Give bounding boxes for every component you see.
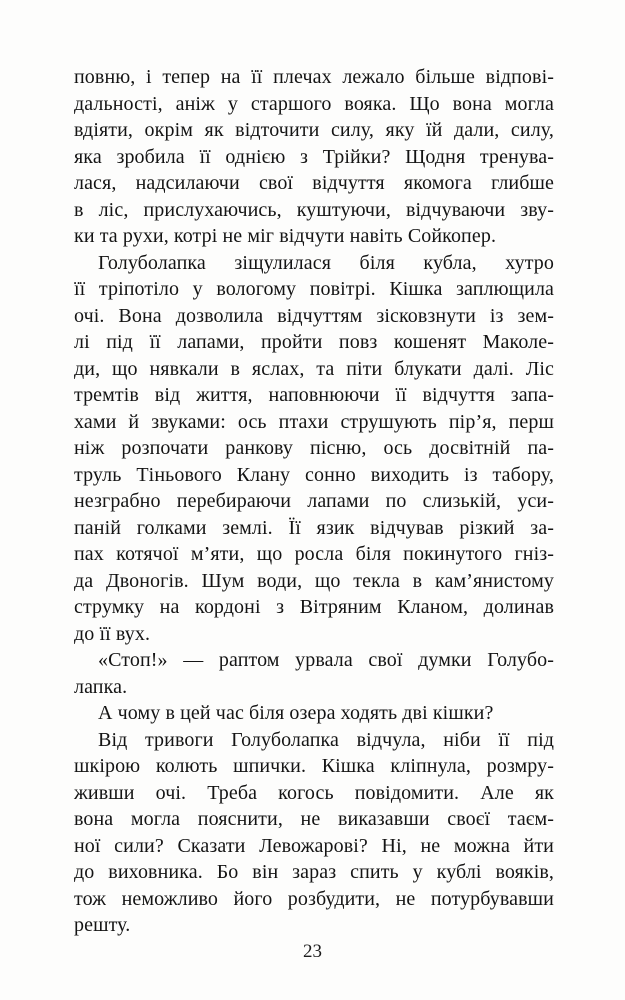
text-line: лася, надсилаючи свої відчуття якомога глибше — [74, 172, 554, 194]
paragraph — [74, 64, 554, 250]
text-line: хами й звуками: ось птахи струшують пір’я, перш — [74, 410, 554, 433]
text-line: Від тривоги Голуболапка відчула, ніби її під — [98, 728, 554, 751]
text-line: Голуболапка зіщулилася біля кубла, хутро — [98, 251, 554, 274]
paragraph — [74, 727, 554, 939]
text-line: решту. — [74, 914, 131, 936]
page-text — [74, 64, 554, 939]
text-line: незграбно перебираючи лапами по слизькій, уси- — [74, 490, 554, 512]
text-line: труль Тіньового Клану сонно виходить із табору, — [74, 463, 554, 486]
text-line: повню, і тепер на її плечах лежало більше відпові- — [74, 66, 554, 88]
paragraph — [74, 647, 554, 700]
text-line: очі. Вона дозволила відчуттям зісковзнути із зем- — [74, 304, 554, 327]
text-line: її тріпотіло у вологому повітрі. Кішка заплющила — [74, 278, 554, 300]
text-line: вдіяти, окрім як відточити силу, яку їй дали, силу, — [74, 119, 554, 141]
text-line: в ліс, прислухаючись, куштуючи, відчуваючи зву- — [74, 198, 554, 221]
text-line: ної сили? Сказати Левожарові? Ні, не можна йти — [74, 834, 554, 857]
text-line: струмку на кордоні з Вітряним Кланом, долинав — [74, 596, 554, 618]
text-line: паній голками землі. Її язик відчував різкий за- — [74, 516, 554, 539]
text-line: А чому в цей час біля озера ходять дві кішки? — [98, 702, 494, 724]
page-number: 23 — [303, 941, 322, 962]
text-line: да Двоногів. Шум води, що текла в кам’янистому — [74, 569, 554, 592]
text-line: живши очі. Треба когось повідомити. Але як — [74, 781, 554, 804]
text-line: ки та рухи, котрі не міг відчути навіть Сойкопер. — [74, 225, 497, 247]
text-line: лі під її лапами, пройти повз кошенят Маколе- — [74, 331, 554, 353]
text-line: ди, що нявкали в яслах, та піти блукати далі. Ліс — [74, 357, 554, 380]
text-line: пах котячої м’яти, що росла біля покинутого гніз- — [74, 543, 554, 565]
paragraph — [74, 250, 554, 648]
paragraph — [74, 700, 554, 727]
text-line: лапка. — [74, 675, 128, 698]
text-line: тож неможливо його розбудити, не потурбувавши — [74, 887, 554, 910]
text-line: тремтів від життя, наповнюючи її відчуття запа- — [74, 384, 554, 406]
text-line: вона могла пояснити, не виказавши своєї таєм- — [74, 808, 554, 830]
text-line: дальності, аніж у старшого вояка. Що вона могла — [74, 92, 554, 115]
text-line: яка зробила її однією з Трійки? Щодня тренува- — [74, 145, 554, 168]
text-line: шкірою колють шпички. Кішка кліпнула, розмру- — [74, 755, 554, 777]
text-line: до її вух. — [74, 622, 151, 645]
text-line: ніж розпочати ранкову пісню, ось досвітній па- — [74, 437, 554, 459]
text-line: до виховника. Бо він зараз спить у кублі вояків, — [74, 861, 554, 883]
text-line: «Стоп!» — раптом урвала свої думки Голубо- — [98, 649, 554, 671]
